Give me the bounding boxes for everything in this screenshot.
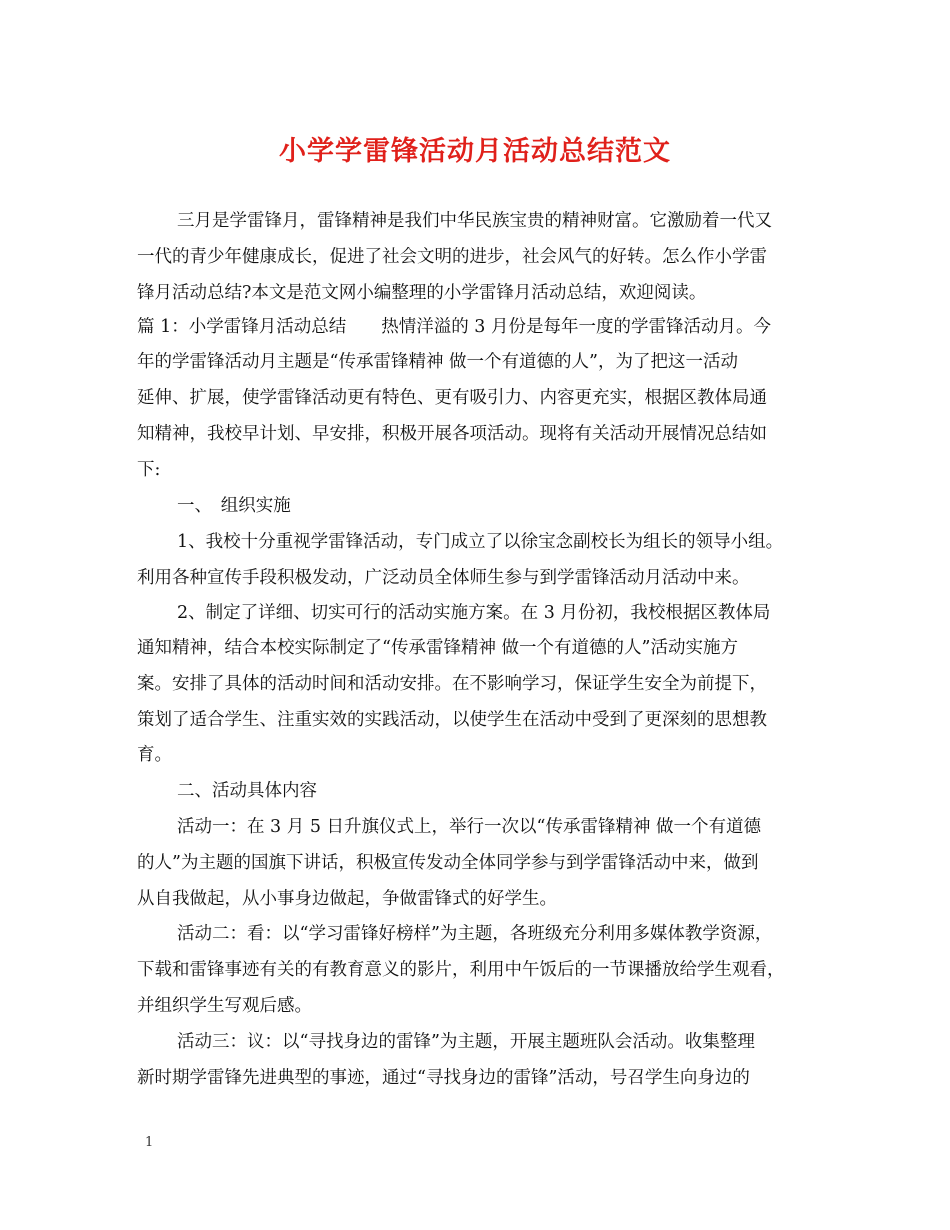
body-line-16: 育。	[137, 745, 172, 765]
body-line-23: 并组织学生写观后感。	[137, 996, 312, 1016]
body-line-18: 活动一：在 3 月 5 日升旗仪式上，举行一次以“传承雷锋精神 做一个有道德	[177, 817, 762, 837]
body-line-22: 下载和雷锋事迹有关的有教育意义的影片，利用中午饭后的一节课播放给学生观看，	[137, 960, 785, 980]
body-line-11: 利用各种宣传手段积极发动，广泛动员全体师生参与到学雷锋活动月活动中来。	[137, 568, 750, 588]
page-number: 1	[145, 1135, 154, 1150]
body-line-21: 活动二：看：以“学习雷锋好榜样”为主题，各班级充分利用多媒体教学资源，	[177, 924, 773, 944]
body-line-12: 2、制定了详细、切实可行的活动实施方案。在 3 月份初，我校根据区教体局	[177, 603, 771, 623]
body-line-3: 锋月活动总结?本文是范文网小编整理的小学雷锋月活动总结，欢迎阅读。	[137, 283, 707, 303]
body-line-20: 从自我做起，从小事身边做起，争做雷锋式的好学生。	[137, 889, 557, 909]
body-line-1: 三月是学雷锋月，雷锋精神是我们中华民族宝贵的精神财富。它激励着一代又	[177, 211, 772, 231]
body-line-13: 通知精神，结合本校实际制定了“传承雷锋精神 做一个有道德的人”活动实施方	[137, 638, 738, 658]
document-title: 小学学雷锋活动月活动总结范文	[279, 136, 671, 167]
body-line-5: 年的学雷锋活动月主题是“传承雷锋精神 做一个有道德的人”，为了把这一活动	[137, 352, 738, 372]
body-line-14: 案。安排了具体的活动时间和活动安排。在不影响学习，保证学生安全为前提下，	[137, 674, 767, 694]
section-heading-2: 二、活动具体内容	[177, 781, 317, 801]
body-line-8: 下:	[137, 460, 161, 480]
body-line-4: 篇 1：小学雷锋月活动总结 热情洋溢的 3 月份是每年一度的学雷锋活动月。今	[137, 317, 771, 337]
body-line-24: 活动三：议：以“寻找身边的雷锋”为主题，开展主题班队会活动。收集整理	[177, 1032, 755, 1052]
body-line-2: 一代的青少年健康成长，促进了社会文明的进步，社会风气的好转。怎么作小学雷	[137, 247, 767, 267]
body-line-19: 的人”为主题的国旗下讲话，积极宣传发动全体同学参与到学雷锋活动中来，做到	[137, 853, 759, 873]
body-line-7: 知精神，我校早计划、早安排，积极开展各项活动。现将有关活动开展情况总结如	[137, 424, 767, 444]
body-line-6: 延伸、扩展，使学雷锋活动更有特色、更有吸引力、内容更充实，根据区教体局通	[137, 388, 767, 408]
section-heading-1: 一、 组织实施	[177, 496, 291, 516]
body-line-15: 策划了适合学生、注重实效的实践活动，以使学生在活动中受到了更深刻的思想教	[137, 710, 767, 730]
body-line-25: 新时期学雷锋先进典型的事迹，通过“寻找身边的雷锋”活动，号召学生向身边的	[137, 1068, 750, 1088]
body-line-10: 1、我校十分重视学雷锋活动，专门成立了以徐宝念副校长为组长的领导小组。	[177, 532, 784, 552]
